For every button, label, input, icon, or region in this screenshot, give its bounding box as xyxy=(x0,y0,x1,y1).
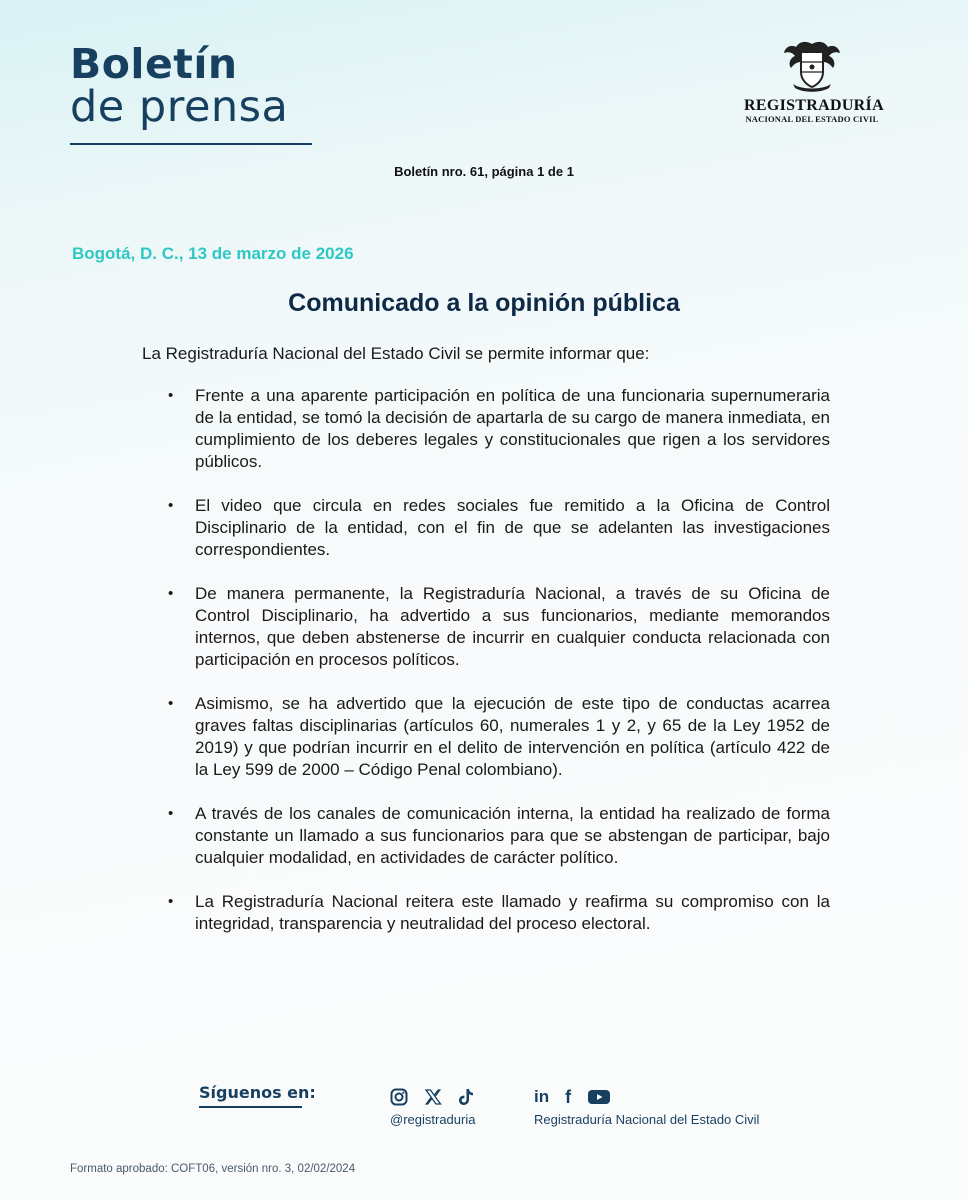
date-line: Bogotá, D. C., 13 de marzo de 2026 xyxy=(72,244,354,263)
list-item-text: El video que circula en redes sociales fue remitido a la Oficina de Control Disciplinario de la entidad, con el fin de que se adelanten las investigaciones correspondientes. xyxy=(195,496,830,559)
tiktok-icon[interactable] xyxy=(458,1086,474,1108)
bullet-icon: • xyxy=(168,387,174,404)
list-item xyxy=(168,583,830,671)
logo-subtitle: NACIONAL DEL ESTADO CIVIL xyxy=(745,114,879,124)
list-item xyxy=(168,693,830,781)
bulletin-number: Boletín nro. 61, página 1 de 1 xyxy=(394,164,574,179)
x-icon[interactable] xyxy=(424,1086,442,1108)
list-item xyxy=(168,803,830,869)
bulletin-title-light: de prensa xyxy=(70,82,289,132)
social-group-handle xyxy=(390,1086,475,1127)
format-footer: Formato aprobado: COFT06, versión nro. 3, 02/02/2024 xyxy=(70,1163,356,1175)
intro-paragraph: La Registraduría Nacional del Estado Civil se permite informar que: xyxy=(142,344,650,363)
facebook-icon[interactable]: f xyxy=(565,1086,572,1107)
follow-underline xyxy=(199,1106,302,1108)
bulletin-title-bold: Boletín xyxy=(70,40,238,88)
social-group-name xyxy=(534,1086,759,1127)
youtube-icon[interactable] xyxy=(587,1086,611,1108)
list-item xyxy=(168,495,830,561)
bullet-icon: • xyxy=(168,497,174,514)
list-item-text: A través de los canales de comunicación interna, la entidad ha realizado de forma constante un llamado a sus funcionarios para que se abstengan de participar, bajo cualquier modalidad, en actividades de carácter político. xyxy=(195,804,830,867)
list-item-text: Frente a una aparente participación en política de una funcionaria supernumeraria de la entidad, se tomó la decisión de apartarla de su cargo de manera inmediata, en cumplimiento de los deberes legales y constitucionales que rigen a los servidores públicos. xyxy=(195,386,830,471)
bullet-list xyxy=(168,385,830,957)
bullet-icon: • xyxy=(168,805,174,822)
list-item-text: De manera permanente, la Registraduría Nacional, a través de su Oficina de Control Disciplinario, ha advertido a sus funcionarios, mediante memorandos internos, que deben abstenerse de incurrir en cualquier conducta relacionada con participación en procesos políticos. xyxy=(195,584,830,669)
logo-name: REGISTRADURÍA xyxy=(744,97,884,114)
registraduria-logo xyxy=(744,38,884,124)
linkedin-icon[interactable]: in xyxy=(534,1087,550,1106)
social-account-name[interactable]: Registraduría Nacional del Estado Civil xyxy=(534,1112,760,1127)
bullet-icon: • xyxy=(168,585,174,602)
list-item-text: La Registraduría Nacional reitera este llamado y reafirma su compromiso con la integridad, transparencia y neutralidad del proceso electoral. xyxy=(195,892,830,933)
title-divider xyxy=(70,143,312,145)
list-item xyxy=(168,385,830,473)
bullet-icon: • xyxy=(168,695,174,712)
page-title: Comunicado a la opinión pública xyxy=(288,289,680,317)
instagram-icon[interactable] xyxy=(390,1086,408,1108)
social-handle[interactable]: @registraduria xyxy=(390,1112,476,1127)
list-item xyxy=(168,891,830,935)
follow-label: Síguenos en: xyxy=(199,1083,316,1102)
coat-of-arms-icon xyxy=(779,38,845,96)
bullet-icon: • xyxy=(168,893,174,910)
list-item-text: Asimismo, se ha advertido que la ejecución de este tipo de conductas acarrea graves faltas disciplinarias (artículos 60, numerales 1 y 2, y 65 de la Ley 1952 de 2019) y que podrían incurrir en el delito de intervención en política (artículo 422 de la Ley 599 de 2000 – Código Penal colombiano). xyxy=(195,694,830,779)
